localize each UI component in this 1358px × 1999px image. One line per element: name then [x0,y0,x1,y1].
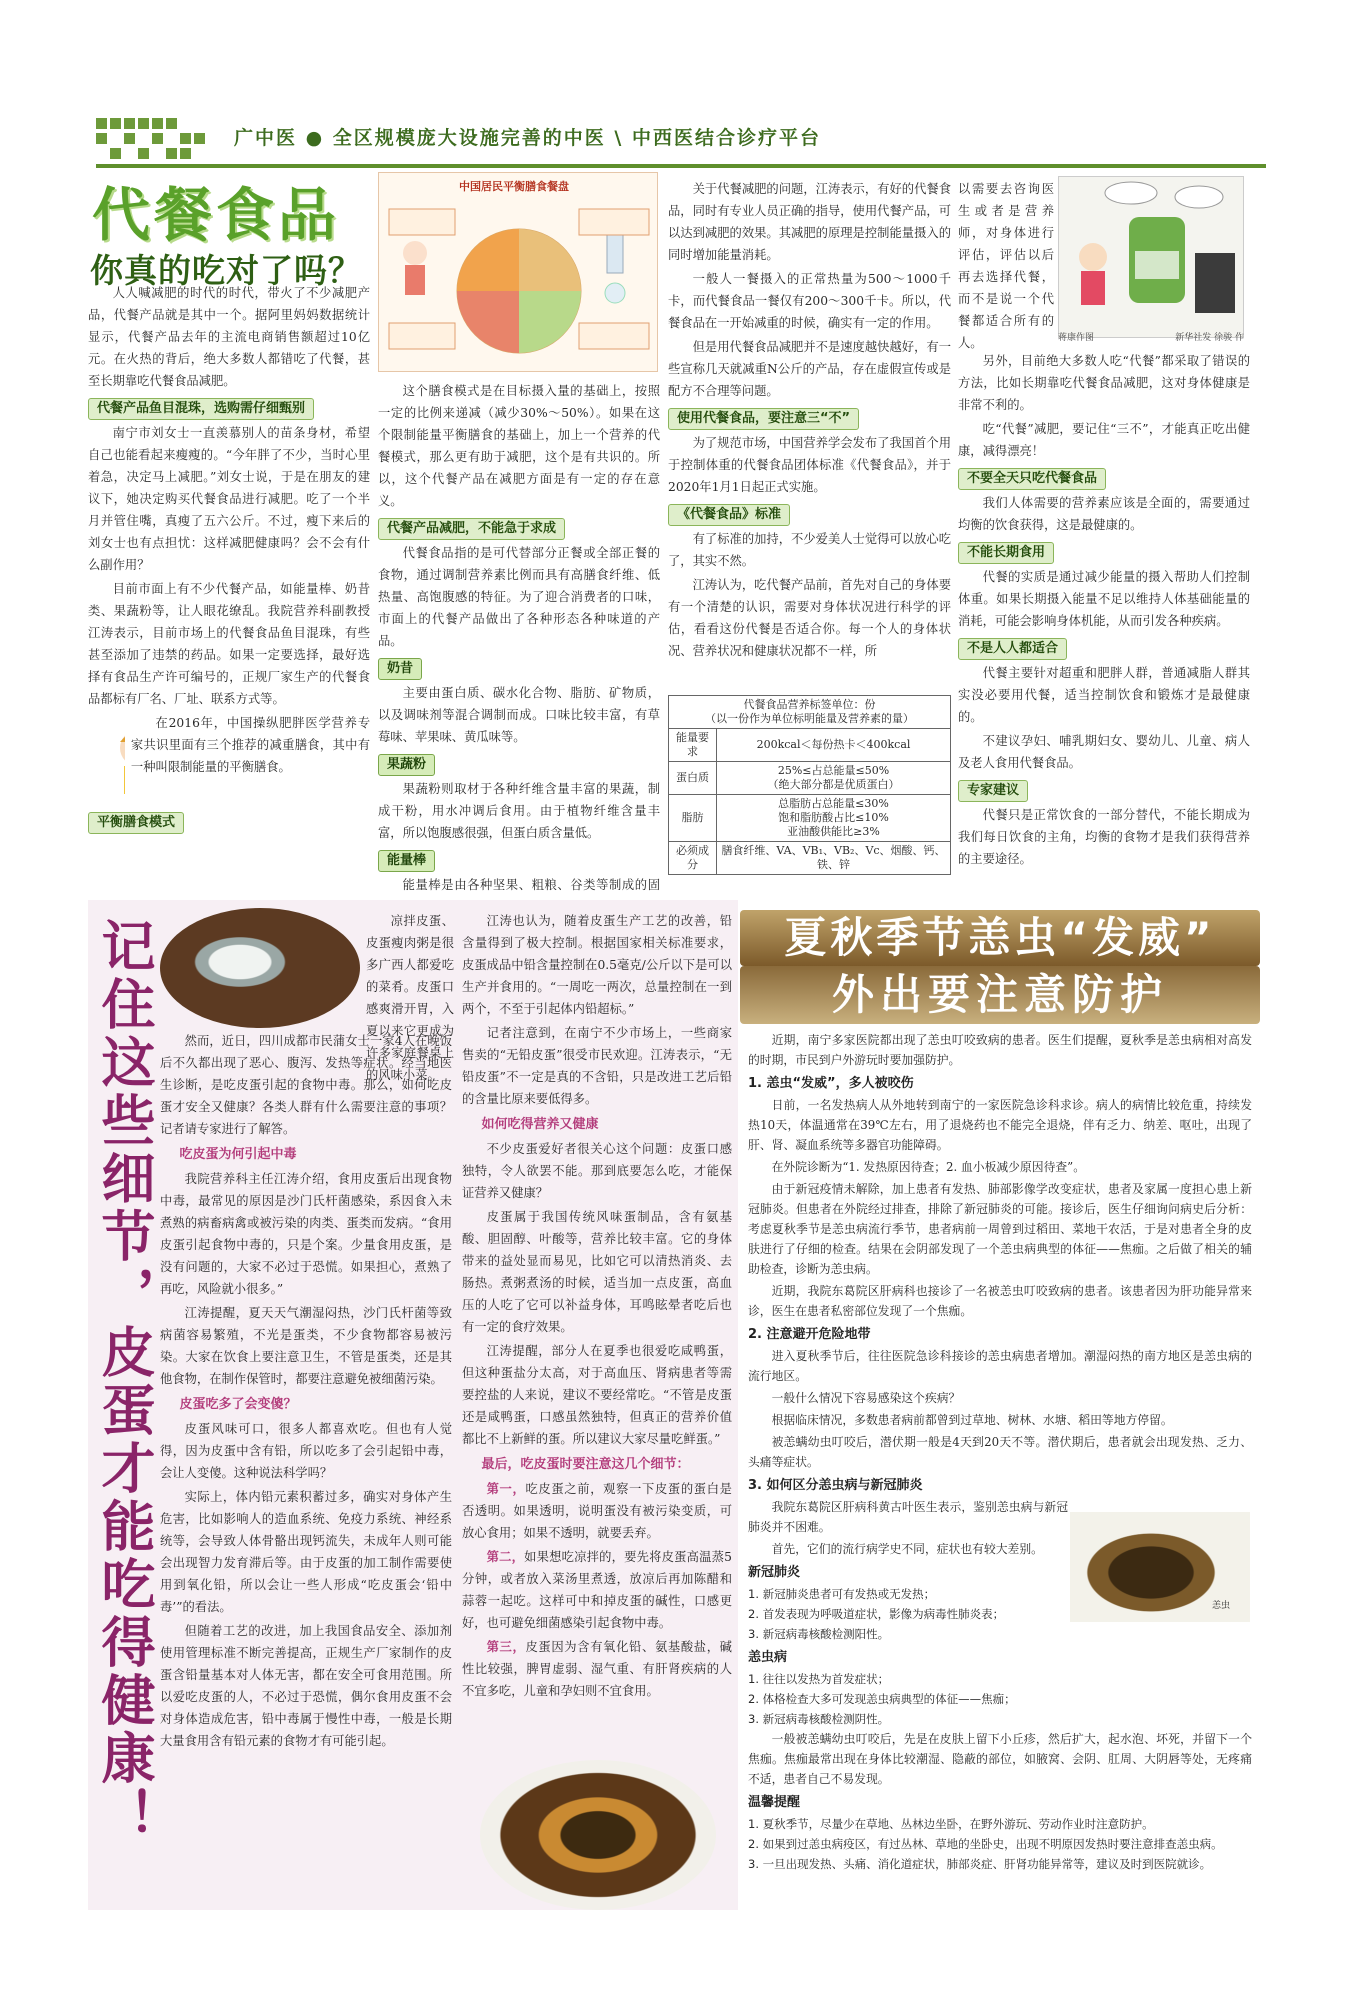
egg-column-1 [160,1030,452,1754]
tsu-item-3: 3. 新冠病毒核酸检测阴性。 [748,1712,890,1726]
egg-s2-heading: 皮蛋吃多了会变傻？ [179,1397,297,1412]
food-sec3-heading: 代餐产品减肥，不能急于求成 [378,518,565,540]
cartoon-caption [1058,332,1244,346]
egg-tip-3 [462,1636,732,1702]
warm-item-2: 2. 如果到过恙虫病疫区，有过丛林、草地的坐卧史，出现不明原因发热时要注意排查恙虫病。 [748,1837,1223,1851]
table-cell-key: 必须成分 [669,842,717,875]
table-cell-value: 总脂肪占总能量≤30% 饱和脂肪酸占比≤10% 亚油酸供能比≥3% [717,795,951,842]
egg-tip-1-text: 吃皮蛋之前，观察一下皮蛋的蛋白是否透明。如果透明，说明蛋没有被污染变质，可放心食用；如果不透明，就要丢弃。 [462,1482,732,1540]
covid-heading: 新冠肺炎 [748,1565,801,1580]
egg-tip-2 [462,1546,732,1634]
food-col4-p2: 另外，目前绝大多数人吃“代餐”都采取了错误的方法，比如长期靠吃代餐食品减肥，这对身体健康是非常不利的。 [958,354,1250,412]
table-cell-key: 蛋白质 [669,762,717,795]
food-column-4-narrow [958,178,1054,356]
preserved-egg-photo [160,908,360,1028]
nutrition-label-table [668,695,951,875]
bug-p2-3: 根据临床情况，多数患者病前都曾到过草地、树林、水塘、稻田等地方停留。 [771,1413,1173,1427]
bug-p1-2: 在外院诊断为“1. 发热原因待查；2. 血小板减少原因待查”。 [771,1160,1085,1174]
chigger-photo-label: 恙虫 [1212,1601,1231,1611]
egg-c1-p2: 然而，近日，四川成都市民蒲女士一家4人在晚饭后不久都出现了恶心、腹泻、发热等症状。经当地医生诊断，是吃皮蛋引起的食物中毒。那么，如何吃皮蛋才安全又健康？各类人群有什么需要注意的事项？记者请专家进行了解答。 [160,1034,452,1136]
egg-c2-p1: 江涛也认为，随着皮蛋生产工艺的改善，铅含量得到了极大控制。根据国家相关标准要求，皮蛋成品中铅含量控制在0.5毫克/公斤以下是可以生产并食用的。“一周吃一两次，总量控制在一到两个，不至于引起体内铅超标。” [462,914,732,1016]
bug-p1-3: 由于新冠疫情未解除，加上患者有发热、肺部影像学改变症状，患者及家属一度担心患上新冠肺炎。但患者在外院经过排查，排除了新冠肺炎的可能。接诊后，医生仔细询问病史后分析：考虑夏秋季节是恙虫病流行季节，患者病前一周曾到过稻田、菜地干农活，于是对患者全身的皮肤进行了仔细的检查。结果在会阴部发现了一个恙虫病典型的体征——焦痂。之后做了相关的辅助检查，诊断为恙虫病。 [748,1182,1252,1276]
table-row [669,795,951,842]
food-sec8-p1: 代餐主要针对超重和肥胖人群，普通减脂人群其实没必要用代餐，适当控制饮食和锻炼才是最健康的。 [958,666,1250,724]
food-article-subtitle: 你真的吃对了吗？ [90,251,362,290]
nengliang-heading: 能量棒 [378,850,435,872]
food-sec4-heading: 使用代餐食品，要注意三“不” [668,408,859,430]
egg-c2-p4: 皮蛋属于我国传统风味蛋制品，含有氨基酸、胆固醇、叶酸等，营养比较丰富。它的身体带来的益处显而易见，比如它可以清热消炎、去肠热。煮粥煮汤的时候，适当加一点皮蛋，高血压的人吃了它可以补益身体，耳鸣眩晕者吃后也有一定的食疗效果。 [462,1210,732,1334]
food-column-3 [668,178,951,664]
bug-article-title-line1: 夏秋季节恙虫“发威” [740,910,1260,966]
food-column-1 [88,282,370,836]
plate-illustration [379,173,659,373]
covid-item-1: 1. 新冠肺炎患者可有发热或无发热； [748,1587,936,1601]
egg-s4-heading: 最后，吃皮蛋时要注意这几个细节： [481,1457,690,1472]
page-header [96,118,1266,168]
table-caption-line1: 代餐食品营养标签单位：份 [743,698,876,711]
tsu-item-1: 1. 往往以发热为首发症状； [748,1672,890,1686]
guoshu-text: 果蔬粉则取材于各种纤维含量丰富的果蔬，制成干粉，用水冲调后食用。由于植物纤维含量丰富，所以饱腹感很强，但蛋白质含量低。 [378,782,660,840]
food-sec3-p1: 代餐食品指的是可代替部分正餐或全部正餐的食物，通过调制营养素比例而具有高膳食纤维、低热量、高饱腹感的特征。为了迎合消费者的口味，市面上的代餐产品做出了各种形态各种味道的产品。 [378,546,660,648]
bug-article-title-line2: 外出要注意防护 [740,966,1260,1024]
food-sec1-illustrated-row [88,712,370,808]
bug-h3: 3. 如何区分恙虫病与新冠肺炎 [748,1478,923,1493]
warm-reminder-heading: 温馨提醒 [748,1795,801,1810]
food-sec7-heading: 不能长期食用 [958,542,1054,564]
food-article-title: 代餐食品 [92,181,341,249]
food-column-2 [378,380,660,920]
preserved-egg-dish-photo [480,1760,716,1910]
food-sec9-heading: 专家建议 [958,780,1028,802]
naixi-heading: 奶昔 [378,658,422,680]
food-sec8-heading: 不是人人都适合 [958,638,1067,660]
naixi-text: 主要由蛋白质、碳水化合物、脂肪、矿物质，以及调味剂等混合调制而成。口味比较丰富，有草莓味、苹果味、黄瓜味等。 [378,686,660,744]
header-title: 广中医 ● 全区规模庞大设施完善的中医 \ 中西医结合诊疗平台 [234,127,821,149]
tsutsugamushi-heading: 恙虫病 [748,1650,788,1665]
egg-c1-p1: 凉拌皮蛋、皮蛋瘦肉粥是很多广西人都爱吃的菜肴。皮蛋口感爽滑开胃，入夏以来它更成为许多家庭餐桌上的风味小菜。 [366,914,454,1082]
food-sec2-p1: 这个膳食模式是在目标摄入量的基础上，按照一定的比例来递减（减少30%～50%）。如果在这个限制能量平衡膳食的基础上，加上一个营养的代餐模式，那么更有助于减肥，这个是有共识的。所以，这个代餐产品在减肥方面是有一定的存在意义。 [378,384,660,508]
bug-p3-2: 首先，它们的流行病学史不同，症状也有较大差别。 [771,1542,1043,1556]
cartoon-illustration [1059,177,1245,337]
bug-p2-2: 一般什么情况下容易感染这个疾病？ [771,1391,961,1405]
egg-tip-1 [462,1478,732,1544]
egg-c1-p3: 我院营养科主任江涛介绍，食用皮蛋后出现食物中毒，最常见的原因是沙门氏杆菌感染，系因食入未煮熟的病畜病禽或被污染的肉类、蛋类而发病。“食用皮蛋引起食物中毒的，只是个案。少量食用皮蛋，是没有问题的，大家不必过于恐慌。如果担心，煮熟了再吃，风险就小很多。” [160,1172,452,1296]
food-col4-p3: 吃“代餐”减肥，要记住“三不”，才能真正吃出健康，减得漂亮！ [958,422,1250,458]
egg-tip-3-text: 皮蛋因为含有氧化铅、氨基酸盐，碱性比较强，脾胃虚弱、湿气重、有肝肾疾病的人不宜多吃，儿童和孕妇则不宜食用。 [462,1640,732,1698]
food-sec1-heading: 代餐产品鱼目混珠，选购需仔细甄别 [88,398,314,420]
bug-p3-1: 我院东葛院区肝病科黄古叶医生表示，鉴别恙虫病与新冠肺炎并不困难。 [748,1500,1068,1534]
egg-tip-2-label: 第二， [486,1549,525,1564]
table-row [669,762,951,795]
covid-item-2: 2. 首发表现为呼吸道症状，影像为病毒性肺炎表； [748,1607,1005,1621]
food-sec9-p1: 代餐只是正常饮食的一部分替代，不能长期成为我们每日饮食的主角，均衡的食物才是我们获得营养的主要途径。 [958,808,1250,866]
balanced-diet-plate-image [378,172,658,372]
egg-column-1-narrow [366,910,454,1088]
egg-c2-p5: 江涛提醒，部分人在夏季也很爱吃咸鸭蛋，但这种蛋盐分太高，对于高血压、肾病患者等需要控盐的人来说，建议不要经常吃。“不管是皮蛋还是咸鸭蛋，口感虽然独特，但真正的营养价值都比不上新鲜的蛋。所以建议大家尽量吃鲜蛋。” [462,1344,732,1446]
table-caption-line2: （以一份作为单位标明能量及营养素的量） [705,712,914,725]
bug-p1-4: 近期，我院东葛院区肝病科也接诊了一名被恙虫叮咬致病的患者。该患者因为肝功能异常来诊，医生在患者私密部位发现了一个焦痂。 [748,1284,1252,1318]
bug-p2-4: 被恙螨幼虫叮咬后，潜伏期一般是4天到20天不等。潜伏期后，患者就会出现发热、乏力、头痛等症状。 [748,1435,1252,1469]
bug-p3-block [748,1497,1068,1644]
cartoon-caption-left: 蒋康作图 [1058,333,1095,343]
egg-c2-p3: 不少皮蛋爱好者很关心这个问题：皮蛋口感独特，令人欲罢不能。那到底要怎么吃，才能保证营养又健康？ [462,1142,732,1200]
egg-c1-p5: 皮蛋风味可口，很多人都喜欢吃。但也有人觉得，因为皮蛋中含有铅，所以吃多了会引起铅中毒，会让人变傻。这种说法科学吗？ [160,1422,452,1480]
bug-h1: 1. 恙虫“发威”，多人被咬伤 [748,1076,914,1091]
food-col4-p1: 以需要去咨询医生或者是营养师，对身体进行评估，评估以后再去选择代餐，而不是说一个代餐都适合所有的人。 [958,182,1054,350]
food-sec1-p2: 目前市面上有不少代餐产品，如能量棒、奶昔类、果蔬粉等，让人眼花缭乱。我院营养科副教授江涛表示，目前市场上的代餐食品鱼目混珠，有些甚至添加了违禁的药品。如果一定要选择，最好选择有食品生产许可编号的，正规厂家生产的代餐食品都标有厂名、厂址、联系方式等。 [88,582,370,706]
egg-column-2 [462,910,732,1704]
bug-p4: 一般被恙螨幼虫叮咬后，先是在皮肤上留下小丘疹，然后扩大，起水泡、坏死，并留下一个焦痂。焦痂最常出现在身体比较潮湿、隐蔽的部位，如腋窝、会阴、肛周、大阴唇等处，无疼痛不适，患者自己不易发现。 [748,1732,1252,1786]
header-logo-squares [96,118,206,162]
food-sec1-p3: 在2016年，中国操纵肥胖医学营养专家共识里面有三个推荐的减重膳食，其中有一种叫限制能量的平衡膳食。 [130,716,370,774]
table-caption [669,696,951,729]
table-cell-value: 25%≤占总能量≤50% （绝大部分都是优质蛋白） [717,762,951,795]
warm-item-1: 1. 夏秋季节，尽量少在草地、丛林边坐卧，在野外游玩、劳动作业时注意防护。 [748,1817,1154,1831]
food-sec4-p1: 为了规范市场，中国营养学会发布了我国首个用于控制体重的代餐食品团体标准《代餐食品》，并于2020年1月1日起正式实施。 [668,436,951,494]
food-sec5-p1: 有了标准的加持，不少爱美人士觉得可以放心吃了，其实不然。 [668,532,951,568]
food-sec6-heading: 不要全天只吃代餐食品 [958,468,1106,490]
table-cell-value: 膳食纤维、VA、VB₁、VB₂、Vc、烟酸、钙、铁、锌 [717,842,951,875]
food-intro: 人人喊减肥的时代的时代，带火了不少减肥产品，代餐产品就是其中一个。据阿里妈妈数据统计显示，代餐产品去年的主流电商销售额超过10亿元。在火热的背后，绝大多数人都错吃了代餐，甚至长期靠吃代餐食品减肥。 [88,286,370,388]
table-cell-value: 200kcal＜每份热卡＜400kcal [717,729,951,762]
table-cell-key: 脂肪 [669,795,717,842]
egg-s1-heading: 吃皮蛋为何引起中毒 [179,1147,297,1162]
egg-tip-2-text: 如果想吃凉拌的，要先将皮蛋高温蒸5分钟，或者放入菜汤里煮透，放凉后再加陈醋和蒜蓉一起吃。这样可中和掉皮蛋的碱性，口感更好，也可避免细菌感染引起食物中毒。 [462,1550,732,1630]
food-col3-p2: 一般人一餐摄入的正常热量为500～1000千卡，而代餐食品一餐仅有200～300千卡。所以，代餐食品在一开始减重的时候，确实有一定的作用。 [668,272,951,330]
warm-item-3: 3. 一旦出现发热、头痛、消化道症状，肺部炎症、肝肾功能异常等，建议及时到医院就诊。 [748,1857,1212,1871]
bug-intro: 近期，南宁多家医院都出现了恙虫叮咬致病的患者。医生们提醒，夏秋季是恙虫病相对高发的时期，市民到户外游玩时要加强防护。 [748,1033,1252,1067]
egg-c2-p2: 记者注意到，在南宁不少市场上，一些商家售卖的“无铅皮蛋”很受市民欢迎。江涛表示，“无铅皮蛋”不一定是真的不含铅，只是改进工艺后铅的含量比原来要低得多。 [462,1026,732,1106]
bug-p2-1: 进入夏秋季节后，往往医院急诊科接诊的恙虫病患者增加。潮湿闷热的南方地区是恙虫病的流行地区。 [748,1349,1252,1383]
meal-replacement-cartoon [1058,176,1244,338]
dieting-girl-illustration [88,712,125,808]
egg-c1-p6: 实际上，体内铅元素积蓄过多，确实对身体产生危害，比如影响人的造血系统、免疫力系统、神经系统等，会导致人体骨骼出现钙流失，未成年人则可能会出现智力发育滞后等。由于皮蛋的加工制作需要使用到氧化铅，所以会让一些人形成“吃皮蛋会‘铅中毒’”的看法。 [160,1490,452,1614]
food-sec5-p2: 江涛认为，吃代餐产品前，首先对自己的身体要有一个清楚的认识，需要对身体状况进行科学的评估，看看这份代餐是否适合你。每一个人的身体状况、营养状况和健康状况都不一样，所 [668,578,951,658]
plate-image-title: 中国居民平衡膳食餐盘 [459,180,569,193]
egg-c1-p4: 江涛提醒，夏天天气潮湿闷热，沙门氏杆菌等致病菌容易繁殖，不光是蛋类，不少食物都容易被污染。大家在饮食上要注意卫生，不管是蛋类，还是其他食物，在制作保管时，都要注意避免被细菌污染。 [160,1306,452,1386]
egg-c1-p7: 但随着工艺的改进，加上我国食品安全、添加剂使用管理标准不断完善提高，正规生产厂家制作的皮蛋含铅量基本对人体无害，都在安全可食用范围。所以爱吃皮蛋的人，不必过于恐慌，偶尔食用皮蛋不会对身体造成危害，铅中毒属于慢性中毒，一般是长期大量食用含有铅元素的食物才有可能引起。 [160,1624,452,1748]
egg-article-title: 记住这些细节，皮蛋才能吃得健康！ [93,918,156,1846]
covid-item-3: 3. 新冠病毒核酸检测阳性。 [748,1627,890,1641]
bug-h2: 2. 注意避开危险地带 [748,1327,871,1342]
food-sec2-heading: 平衡膳食模式 [88,812,184,834]
egg-tip-1-label: 第一， [486,1481,526,1496]
cartoon-caption-right: 新华社发 徐骏 作 [1175,333,1244,343]
bug-p1-1: 日前，一名发热病人从外地转到南宁的一家医院急诊科求诊。病人的病情比较危重，持续发热10天，体温通常在39℃左右，用了退烧药也不能完全退烧，伴有乏力、纳差、呕吐，出现了肝、肾、凝血系统等多器官功能障碍。 [748,1098,1252,1152]
food-column-4 [958,350,1250,872]
food-sec5-heading: 《代餐食品》标准 [668,504,790,526]
guoshu-heading: 果蔬粉 [378,754,435,776]
food-col3-p3: 但是用代餐食品减肥并不是速度越快越好，有一些宣称几天就减重N公斤的产品，存在虚假宣传或是配方不合理等问题。 [668,340,951,398]
bug-column [748,1030,1252,1874]
food-sec7-p1: 代餐的实质是通过减少能量的摄入帮助人们控制体重。如果长期摄入能量不足以维持人体基础能量的消耗，可能会影响身体机能，从而引发各种疾病。 [958,570,1250,628]
food-col3-p1: 关于代餐减肥的问题，江涛表示，有好的代餐食品，同时有专业人员正确的指导，使用代餐产品，可以达到减肥的效果。其减肥的原理是控制能量摄入的同时增加能量消耗。 [668,182,951,262]
tsu-item-2: 2. 体格检查大多可发现恙虫病典型的体征——焦痂； [748,1692,1016,1706]
food-sec1-p1: 南宁市刘女士一直羡慕别人的苗条身材，希望自己也能看起来瘦瘦的。“今年胖了不少，当时心里着急，决定马上减肥。”刘女士说，于是在朋友的建议下，她决定购买代餐食品进行减肥。吃了一个半月并管住嘴，真瘦了五六公斤。不过，瘦下来后的刘女士也有点担忧：这样减肥健康吗？会不会有什么副作用？ [88,426,370,572]
nengliang-text: 能量棒是由各种坚果、粗粮、谷类等制成的固 [402,878,660,892]
food-sec6-p1: 我们人体需要的营养素应该是全面的，需要通过均衡的饮食获得，这是最健康的。 [958,496,1250,532]
table-cell-key: 能量要求 [669,729,717,762]
table-row [669,729,951,762]
egg-tip-3-label: 第三， [486,1639,526,1654]
egg-s3-heading: 如何吃得营养又健康 [481,1117,599,1132]
food-sec8-p2: 不建议孕妇、哺乳期妇女、婴幼儿、儿童、病人及老人食用代餐食品。 [958,734,1250,770]
table-row [669,842,951,875]
